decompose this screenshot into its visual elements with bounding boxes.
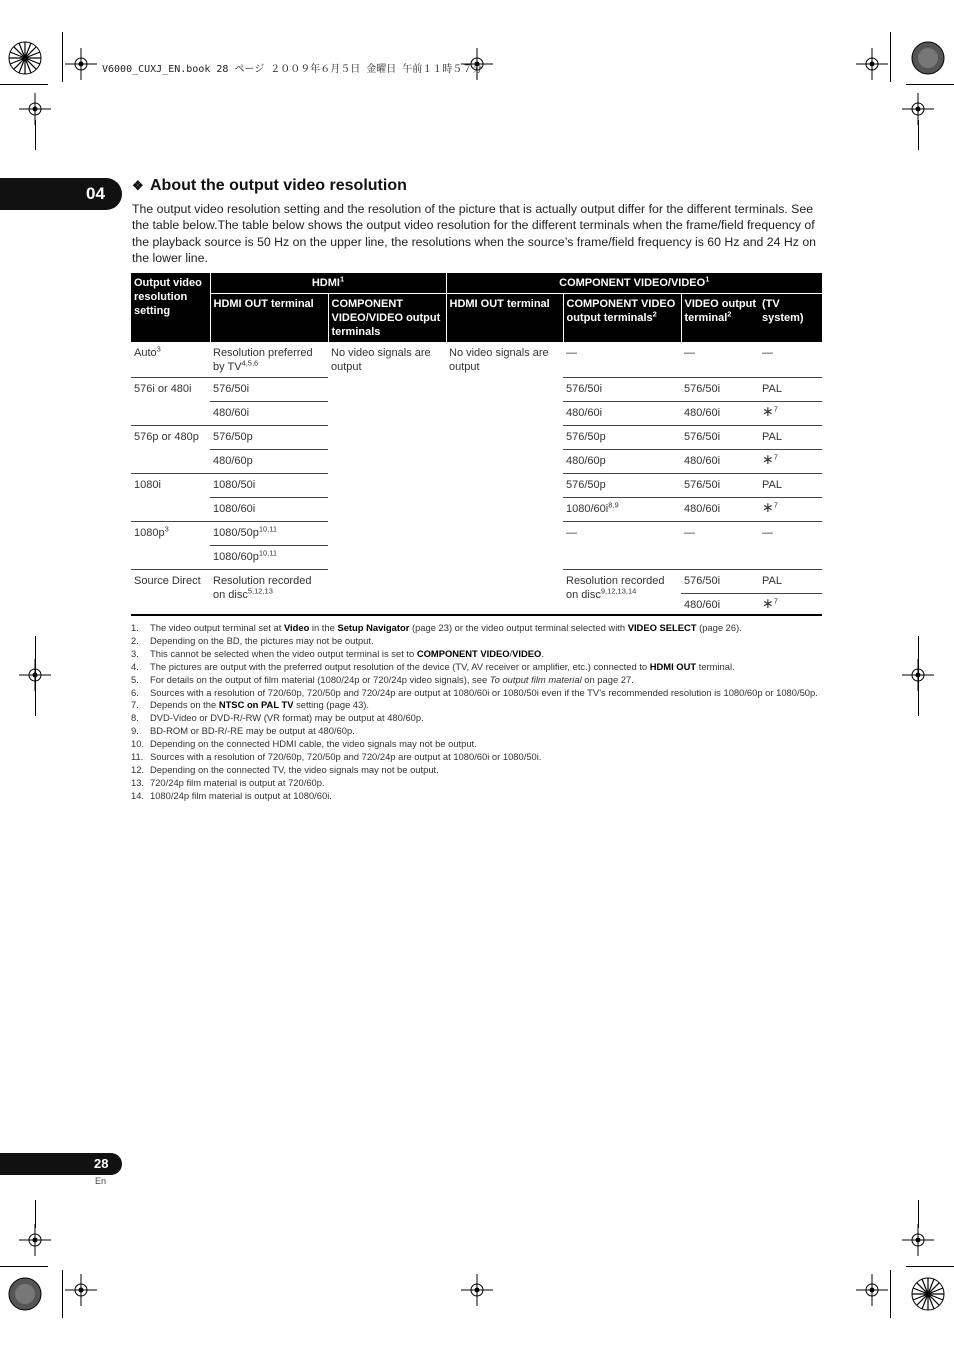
header-setting: Output video resolution setting (131, 273, 210, 342)
cell-tv: ∗$^7$ (759, 498, 822, 522)
registration-crosshair-icon (856, 1274, 888, 1306)
cell-tv: ∗$^7$ (762, 595, 778, 611)
registration-crosshair-icon (856, 48, 888, 80)
header-tv-system: (TV system) (759, 294, 822, 343)
header-group-hdmi: HDMI$^1$ (210, 273, 446, 294)
table-subheader-row (131, 294, 822, 343)
cell-tv: ∗$^7$ (759, 402, 822, 426)
cell-video: — (681, 522, 759, 570)
table-bottom-rule (131, 614, 822, 616)
cell-hdmi: 480/60i (210, 402, 328, 426)
intro-paragraph: The output video resolution setting and the resolution of the picture that is actually output differ for the different terminals. See the table below.The table below shows the output video resolution for the different terminals when the frame/field frequency of the playback source is 50 Hz on the upper line, the resolutions when the source’s frame/field frequency is 60 Hz and 24 Hz on the lower line. (132, 202, 817, 265)
section-title-text: About the output video resolution (150, 177, 407, 194)
registration-starburst-icon (908, 1274, 948, 1314)
language-code: En (95, 1176, 107, 1186)
diamond-bullet-icon: ❖ (132, 178, 144, 193)
cell-video: 480/60i (681, 402, 759, 426)
cell-hdmi: $1080/60p^{10,11}$ (210, 546, 328, 570)
cell-component: $1080/60i^{8,9}$ (563, 498, 681, 522)
footnote-item: 6. Sources with a resolution of 720/60p, 720/50p and 720/24p are output at 1080/60i or 1080/50i even if the TV’s recommended resolution is 1080/60p or 1080/50p. (131, 686, 818, 698)
footnote-item: 12. Depending on the connected TV, the video signals may not be output. (131, 763, 439, 775)
header-group-component: COMPONENT VIDEO/VIDEO$^1$ (446, 273, 822, 294)
cell-setting: Source Direct (134, 575, 201, 587)
registration-dotted-disc-icon (908, 38, 948, 78)
cell-tv: — (759, 522, 822, 570)
footnote-item: 13. 720/24p film material is output at 720/60p. (131, 776, 325, 788)
table-header-row (131, 273, 822, 294)
table-row (131, 342, 822, 378)
cell-setting: 576i or 480i (131, 378, 210, 426)
footnote-item: 5. For details on the output of film material (1080/24p or 720/24p video signals), see To output film material on page 27. (131, 673, 634, 685)
registration-crosshair-icon (461, 1274, 493, 1306)
cell-video: 480/60i (684, 599, 721, 611)
cell-hdmi: 576/50p (210, 426, 328, 450)
footnote-item: 10. Depending on the connected HDMI cable, the video signals may not be output. (131, 738, 477, 750)
footnote-item: 2. Depending on the BD, the pictures may not be output. (131, 634, 374, 646)
resolution-table (131, 273, 822, 617)
registration-dotted-disc-icon (5, 1274, 45, 1314)
cell-component: — (563, 342, 681, 378)
header-video-output: VIDEO output terminal$^2$ (681, 294, 759, 343)
section-title (132, 177, 407, 195)
cell-hdmi: Resolution preferred by TV$^{4,5,6}$ (210, 342, 328, 378)
footnote-item: 4. The pictures are output with the preferred output resolution of the device (TV, AV receiver or amplifier, etc.) connected to HDMI OUT terminal. (131, 660, 735, 672)
cell-setting: 1080i (131, 474, 210, 522)
cell-tv: ∗$^7$ (759, 450, 822, 474)
cell-no-signal: No video signals are output (331, 347, 431, 373)
footnotes (131, 622, 826, 803)
registration-crosshair-icon (19, 1224, 51, 1256)
cell-hdmi: Resolution recorded on disc$^{5,12,13}$ (213, 575, 312, 601)
cell-component: — (563, 522, 681, 570)
footnote-item: 7. Depends on the NTSC on PAL TV setting (page 43). (131, 699, 370, 711)
registration-crosshair-icon (902, 1224, 934, 1256)
cell-setting: 576p or 480p (131, 426, 210, 474)
cell-video: 480/60i (681, 450, 759, 474)
cell-hdmi: 480/60p (210, 450, 328, 474)
cell-tv: PAL (759, 474, 822, 498)
chapter-number: 04 (86, 184, 105, 203)
header-hdmi-component: COMPONENT VIDEO/VIDEO output terminals (328, 294, 446, 343)
cell-component: 480/60i (563, 402, 681, 426)
registration-crosshair-icon (65, 1274, 97, 1306)
header-comp-hdmi-out: HDMI OUT terminal (446, 294, 563, 343)
cell-component: 576/50i (563, 378, 681, 402)
cell-video: — (681, 342, 759, 378)
chapter-tab (0, 178, 122, 210)
cell-setting: $1080p^3$ (131, 522, 210, 570)
footnote-item: 14. 1080/24p film material is output at 1080/60i. (131, 789, 332, 801)
registration-crosshair-icon (65, 48, 97, 80)
cell-hdmi: $1080/50p^{10,11}$ (210, 522, 328, 546)
cell-component: Resolution recorded on disc$^{9,12,13,14}$ (566, 575, 665, 601)
header-component-output: COMPONENT VIDEO output terminals$^2$ (563, 294, 681, 343)
cell-tv: PAL (759, 426, 822, 450)
footnote-item: 8. DVD-Video or DVD-R/-RW (VR format) may be output at 480/60p. (131, 712, 424, 724)
footnote-item: 3. This cannot be selected when the video output terminal is set to COMPONENT VIDEO/VIDEO. (131, 647, 544, 659)
cell-video: 576/50i (681, 570, 759, 594)
cell-tv: — (759, 342, 822, 378)
cell-component: 480/60p (563, 450, 681, 474)
cell-component: 576/50p (563, 474, 681, 498)
cell-hdmi: 576/50i (210, 378, 328, 402)
page-number-tab (0, 1153, 122, 1175)
cell-hdmi: 1080/50i (210, 474, 328, 498)
page-number: 28 (94, 1156, 109, 1171)
cell-hdmi: 1080/60i (210, 498, 328, 522)
cell-video: 576/50i (681, 474, 759, 498)
cell-no-signal: No video signals are output (449, 347, 549, 373)
cell-video: 576/50i (681, 426, 759, 450)
footnote-item: 1. The video output terminal set at Video in the Setup Navigator (page 23) or the video output terminal selected with VIDEO SELECT (page 26). (131, 622, 742, 633)
cell-setting: Auto$^3$ (131, 342, 210, 378)
header-hdmi-out: HDMI OUT terminal (210, 294, 328, 343)
footnote-item: 11. Sources with a resolution of 720/60p, 720/50p and 720/24p are output at 1080/60i or 1080/50i. (131, 751, 542, 763)
cell-component: 576/50p (563, 426, 681, 450)
registration-starburst-icon (5, 38, 45, 78)
footnote-item: 9. BD-ROM or BD-R/-RE may be output at 480/60p. (131, 725, 355, 737)
cell-video: 480/60i (681, 498, 759, 522)
cell-tv: PAL (759, 570, 822, 594)
book-file-header: V6000_CUXJ_EN.book 28 ページ ２００９年６月５日 金曜日 午前１１時５７分 (102, 64, 483, 75)
cell-tv: PAL (759, 378, 822, 402)
cell-video: 576/50i (681, 378, 759, 402)
